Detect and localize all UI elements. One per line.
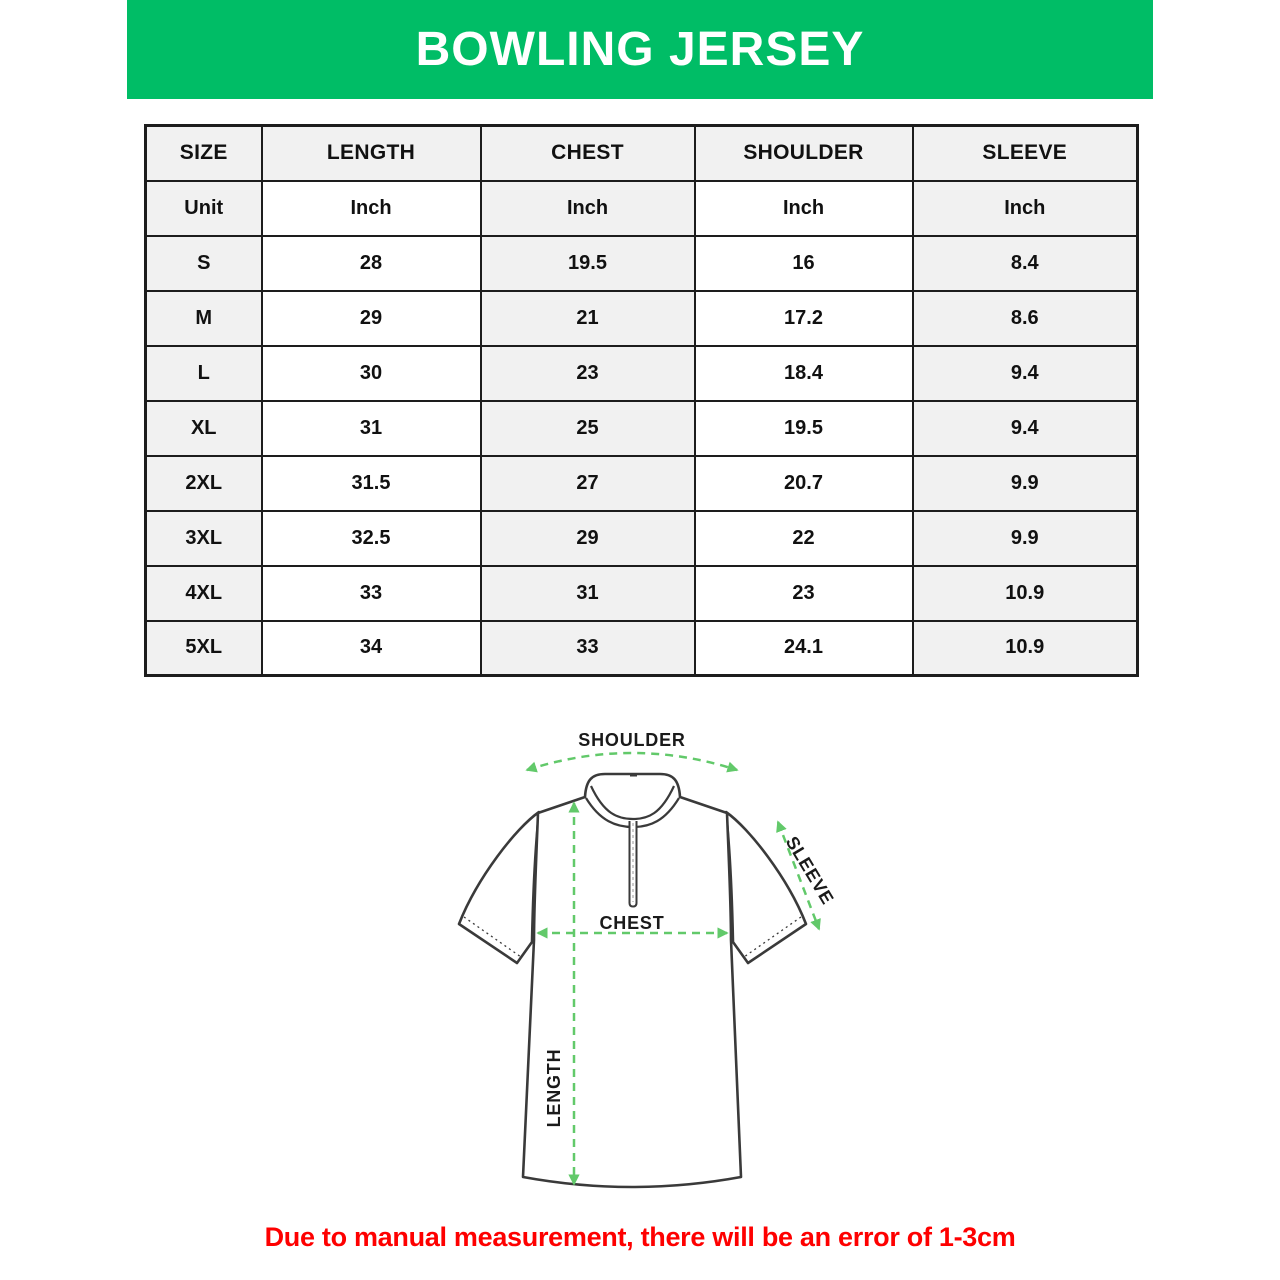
shoulder-arrow	[527, 753, 737, 770]
value-cell: 9.9	[913, 511, 1138, 566]
unit-label: Unit	[146, 181, 262, 236]
value-cell: 16	[695, 236, 913, 291]
size-cell: L	[146, 346, 262, 401]
value-cell: 31	[262, 401, 481, 456]
left-sleeve	[459, 812, 539, 963]
column-header-chest: CHEST	[481, 126, 695, 181]
value-cell: 9.4	[913, 401, 1138, 456]
size-chart-table	[144, 124, 1139, 677]
size-cell: 3XL	[146, 511, 262, 566]
value-cell: 17.2	[695, 291, 913, 346]
table-row	[146, 566, 1138, 621]
banner	[127, 0, 1153, 99]
size-cell: S	[146, 236, 262, 291]
value-cell: 29	[262, 291, 481, 346]
unit-row	[146, 181, 1138, 236]
shoulder-label: SHOULDER	[578, 730, 686, 750]
value-cell: 22	[695, 511, 913, 566]
value-cell: 33	[262, 566, 481, 621]
value-cell: 30	[262, 346, 481, 401]
value-cell: 19.5	[695, 401, 913, 456]
size-cell: 4XL	[146, 566, 262, 621]
value-cell: 23	[481, 346, 695, 401]
column-header-length: LENGTH	[262, 126, 481, 181]
value-cell: 10.9	[913, 621, 1138, 676]
column-header-sleeve: SLEEVE	[913, 126, 1138, 181]
table-row	[146, 236, 1138, 291]
table-row	[146, 456, 1138, 511]
table-row	[146, 621, 1138, 676]
length-label: LENGTH	[544, 1048, 564, 1128]
size-cell: 2XL	[146, 456, 262, 511]
table-row	[146, 401, 1138, 456]
value-cell: 31	[481, 566, 695, 621]
value-cell: 8.4	[913, 236, 1138, 291]
page-title: BOWLING JERSEY	[415, 23, 865, 76]
value-cell: 24.1	[695, 621, 913, 676]
header-row	[146, 126, 1138, 181]
unit-cell: Inch	[262, 181, 481, 236]
size-cell: XL	[146, 401, 262, 456]
column-header-shoulder: SHOULDER	[695, 126, 913, 181]
value-cell: 8.6	[913, 291, 1138, 346]
unit-cell: Inch	[695, 181, 913, 236]
value-cell: 25	[481, 401, 695, 456]
value-cell: 34	[262, 621, 481, 676]
jersey-diagram-svg	[420, 700, 880, 1220]
value-cell: 9.4	[913, 346, 1138, 401]
value-cell: 33	[481, 621, 695, 676]
column-header-size: SIZE	[146, 126, 262, 181]
unit-cell: Inch	[913, 181, 1138, 236]
table-row	[146, 346, 1138, 401]
table-row	[146, 511, 1138, 566]
size-cell: 5XL	[146, 621, 262, 676]
value-cell: 19.5	[481, 236, 695, 291]
value-cell: 31.5	[262, 456, 481, 511]
value-cell: 21	[481, 291, 695, 346]
value-cell: 27	[481, 456, 695, 511]
table-row	[146, 291, 1138, 346]
value-cell: 23	[695, 566, 913, 621]
value-cell: 32.5	[262, 511, 481, 566]
value-cell: 29	[481, 511, 695, 566]
value-cell: 28	[262, 236, 481, 291]
chest-label: CHEST	[599, 913, 665, 933]
jersey-measurement-diagram	[420, 700, 880, 1220]
size-cell: M	[146, 291, 262, 346]
unit-cell: Inch	[481, 181, 695, 236]
value-cell: 20.7	[695, 456, 913, 511]
value-cell: 10.9	[913, 566, 1138, 621]
zipper	[630, 821, 637, 907]
value-cell: 9.9	[913, 456, 1138, 511]
measurement-disclaimer: Due to manual measurement, there will be an error of 1-3cm	[264, 1222, 1016, 1252]
value-cell: 18.4	[695, 346, 913, 401]
sleeve-label: SLEEVE	[781, 832, 838, 909]
